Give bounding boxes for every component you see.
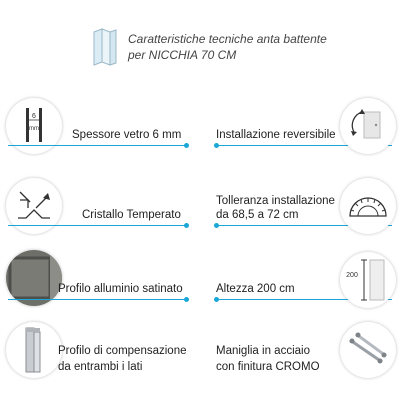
feature-tempered (0, 178, 200, 253)
header-line-1: Caratteristiche tecniche anta battente (128, 32, 327, 46)
feature-reversible (200, 98, 400, 173)
height-label: Altezza 200 cm (216, 283, 295, 295)
divider-dot (184, 223, 189, 228)
handle-label-line-1: Maniglia in acciaio (216, 345, 310, 357)
shower-door-icon (92, 28, 118, 66)
tempered-label: Cristallo Temperato (82, 209, 181, 221)
divider-line (8, 299, 186, 300)
steel-handle-icon (340, 322, 396, 378)
protractor-icon (340, 178, 396, 234)
reversible-icon-badge (340, 98, 396, 154)
feature-glass-thickness (0, 98, 200, 173)
height-measure-icon (340, 252, 396, 308)
divider-dot (184, 143, 189, 148)
divider-dot (184, 297, 189, 302)
feature-compensation (0, 320, 200, 395)
feature-profile (0, 250, 200, 325)
compensation-profile-icon (6, 322, 62, 378)
header-title (128, 31, 327, 63)
tolerance-label-line-2: da 68,5 a 72 cm (216, 209, 299, 221)
glass-thickness-label: Spessore vetro 6 mm (72, 129, 182, 141)
glass-thickness-icon-unit: mm (29, 126, 39, 132)
handle-label-line-2: con finitura CROMO (216, 361, 320, 373)
feature-handle (200, 320, 400, 395)
height-icon-badge (340, 252, 396, 308)
divider-line (8, 145, 186, 146)
divider-dot (214, 297, 219, 302)
profile-label: Profilo alluminio satinato (58, 283, 183, 295)
reversible-label: Installazione reversibile (216, 129, 336, 141)
divider-dot (214, 223, 219, 228)
profile-icon-badge (6, 250, 62, 306)
glass-thickness-icon-value: 6 (32, 113, 36, 120)
handle-icon-badge (340, 322, 396, 378)
header-line-2: per NICCHIA 70 CM (128, 48, 237, 62)
compensation-label-line-1: Profilo di compensazione (58, 345, 187, 357)
header (92, 28, 392, 68)
reversible-door-icon (340, 98, 396, 154)
height-icon-value: 200 (346, 272, 358, 279)
divider-dot (214, 143, 219, 148)
compensation-label-line-2: da entrambi i lati (58, 361, 143, 373)
aluminium-profile-icon (6, 250, 62, 306)
tolerance-label-line-1: Tolleranza installazione (216, 195, 335, 207)
feature-height (200, 250, 400, 325)
feature-tolerance (200, 178, 400, 253)
divider-line (8, 225, 186, 226)
tolerance-icon-badge (340, 178, 396, 234)
compensation-icon-badge (6, 322, 62, 378)
